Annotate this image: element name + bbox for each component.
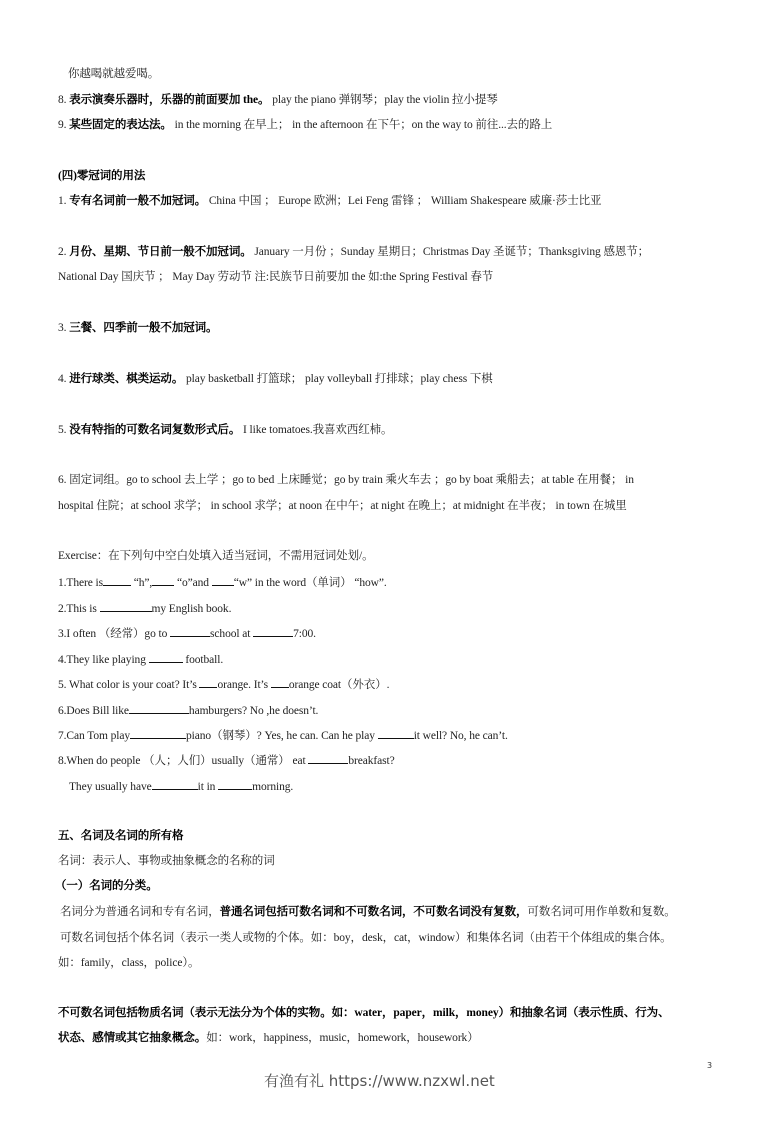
para-bold: 状态、感情或其它抽象概念。: [58, 1032, 207, 1044]
exercise-q7: [58, 727, 508, 744]
rule-item-8: [58, 92, 498, 108]
item-number: 4.: [58, 373, 67, 385]
item-number: 3.: [58, 322, 67, 334]
item-number: 6.: [58, 474, 67, 486]
answer-blank[interactable]: [378, 727, 414, 739]
rule-bold: 没有特指的可数名词复数形式后。: [69, 424, 241, 436]
section-heading-zero-article: (四)零冠词的用法: [58, 170, 146, 182]
q-text: orange coat（外衣）.: [288, 679, 390, 691]
continuation-line: 你越喝就越爱喝。: [68, 68, 160, 80]
noun-paragraph-1-line2: 可数名词包括个体名词（表示一类人或物的个体。如：boy，desk，cat，window）和集体名词（由若干个体组成的集合体。: [60, 932, 672, 944]
exercise-q4: [58, 651, 223, 668]
answer-blank[interactable]: [100, 600, 152, 612]
exercise-q8-cont: [69, 778, 293, 795]
exercise-q1: [58, 574, 387, 591]
q-text: 8.When do people （人；人们）usually（通常） eat: [58, 755, 306, 767]
zero-article-item-6-cont: hospital 住院；at school 求学； in school 求学；at noon 在中午；at night 在晚上；at midnight 在半夜； in town 在城里: [58, 500, 627, 512]
para-bold: 普通名词包括可数名词和不可数名词，不可数名词没有复数，: [219, 906, 528, 918]
q-text: my English book.: [151, 603, 232, 615]
rule-examples: play the piano 弹钢琴；play the violin 拉小提琴: [272, 94, 498, 106]
rule-bold: 进行球类、棋类运动。: [69, 373, 184, 385]
q-text: 4.They like playing: [58, 654, 146, 666]
zero-article-item-6: [58, 472, 634, 488]
item-number: 2.: [58, 246, 67, 258]
q-text: “o”and: [176, 577, 209, 589]
item-number: 9.: [58, 119, 67, 131]
watermark-footer: 有渔有礼 https://www.nzxwl.net: [264, 1072, 495, 1090]
noun-definition: 名词：表示人、事物或抽象概念的名称的词: [58, 855, 275, 867]
q-text: morning.: [252, 781, 294, 793]
rule-item-9: [58, 117, 552, 133]
noun-paragraph-1: [60, 904, 676, 920]
q-text: orange. It’s: [217, 679, 269, 691]
zero-article-item-2: [58, 244, 649, 260]
answer-blank[interactable]: [103, 574, 131, 586]
rule-bold: 专有名词前一般不加冠词。: [69, 195, 207, 207]
exercise-q5: [58, 676, 389, 693]
q-text: hamburgers? No ,he doesn’t.: [188, 705, 319, 717]
exercise-q6: [58, 702, 318, 719]
answer-blank[interactable]: [212, 574, 234, 586]
answer-blank[interactable]: [152, 574, 174, 586]
answer-blank[interactable]: [308, 752, 348, 764]
answer-blank[interactable]: [129, 702, 189, 714]
zero-article-item-3: [58, 320, 217, 336]
exercise-intro: Exercise：在下列句中空白处填入适当冠词，不需用冠词处划/。: [58, 550, 374, 562]
para-text: 可数名词可用作单数和复数。: [527, 906, 676, 918]
answer-blank[interactable]: [271, 676, 289, 688]
answer-blank[interactable]: [130, 727, 186, 739]
answer-blank[interactable]: [149, 651, 183, 663]
q-text: it well? No, he can’t.: [413, 730, 508, 742]
section-heading-nouns: 五、名词及名词的所有格: [58, 830, 184, 842]
rule-bold: 某些固定的表达法。: [69, 119, 172, 131]
q-text: 1.There is: [58, 577, 103, 589]
para-text: 如：work，happiness，music，homework，housework）: [206, 1032, 479, 1044]
exercise-q3: [58, 625, 316, 642]
rule-bold: 月份、星期、节日前一般不加冠词。: [69, 246, 252, 258]
rule-bold: 表示演奏乐器时，乐器的前面要加 the。: [69, 94, 270, 106]
q-text: school at: [210, 628, 251, 640]
q-text: They usually have: [69, 781, 152, 793]
answer-blank[interactable]: [253, 625, 293, 637]
rule-examples: play basketball 打篮球； play volleyball 打排球；play chess 下棋: [186, 373, 493, 385]
item-number: 1.: [58, 195, 67, 207]
q-text: 7.Can Tom play: [58, 730, 131, 742]
q-text: “w” in the word（单词） “how”.: [233, 577, 387, 589]
q-text: it in: [197, 781, 216, 793]
rule-examples: January 一月份 ；Sunday 星期日；Christmas Day 圣诞节；Thanksgiving 感恩节；: [254, 246, 650, 258]
rule-examples: in the morning 在早上； in the afternoon 在下午；on the way to 前往...去的路上: [174, 119, 553, 131]
answer-blank[interactable]: [218, 778, 252, 790]
rule-examples: China 中国 ； Europe 欧洲；Lei Feng 雷锋 ； William Shakespeare 威廉·莎士比亚: [208, 195, 602, 207]
q-text: 6.Does Bill like: [58, 705, 129, 717]
zero-article-item-4: [58, 371, 493, 387]
answer-blank[interactable]: [199, 676, 217, 688]
subheading-noun-classification: （一）名词的分类。: [55, 880, 158, 892]
q-text: 2.This is: [58, 603, 97, 615]
noun-paragraph-2: 不可数名词包括物质名词（表示无法分为个体的实物。如：water，paper，milk，money）和抽象名词（表示性质、行为、: [58, 1007, 670, 1019]
q-text: 7:00.: [293, 628, 316, 640]
rule-examples: I like tomatoes.我喜欢西红柿。: [243, 424, 393, 436]
zero-article-item-2-cont: National Day 国庆节 ； May Day 劳动节 注:民族节日前要加 the 如:the Spring Festival 春节: [58, 271, 494, 283]
noun-paragraph-2-line2: [58, 1030, 479, 1046]
q-text: breakfast?: [348, 755, 395, 767]
rule-examples: 固定词组。go to school 去上学 ；go to bed 上床睡觉；go by train 乘火车去 ；go by boat 乘船去；at table 在用餐； in: [69, 474, 634, 486]
rule-bold: 三餐、四季前一般不加冠词。: [69, 322, 218, 334]
answer-blank[interactable]: [170, 625, 210, 637]
item-number: 5.: [58, 424, 67, 436]
zero-article-item-5: [58, 422, 392, 438]
q-text: “h”,: [133, 577, 153, 589]
q-text: 5. What color is your coat? It’s: [58, 679, 197, 691]
exercise-q8: [58, 752, 395, 769]
q-text: piano（钢琴）? Yes, he can. Can he play: [186, 730, 375, 742]
page-number: 3: [707, 1061, 713, 1070]
para-text: 名词分为普通名词和专有名词，: [60, 906, 220, 918]
item-number: 8.: [58, 94, 67, 106]
exercise-q2: [58, 600, 231, 617]
q-text: 3.I often （经常）go to: [58, 628, 168, 640]
q-text: football.: [185, 654, 224, 666]
zero-article-item-1: [58, 193, 601, 209]
noun-paragraph-1-line3: 如：family，class，police）。: [58, 957, 200, 969]
answer-blank[interactable]: [152, 778, 198, 790]
